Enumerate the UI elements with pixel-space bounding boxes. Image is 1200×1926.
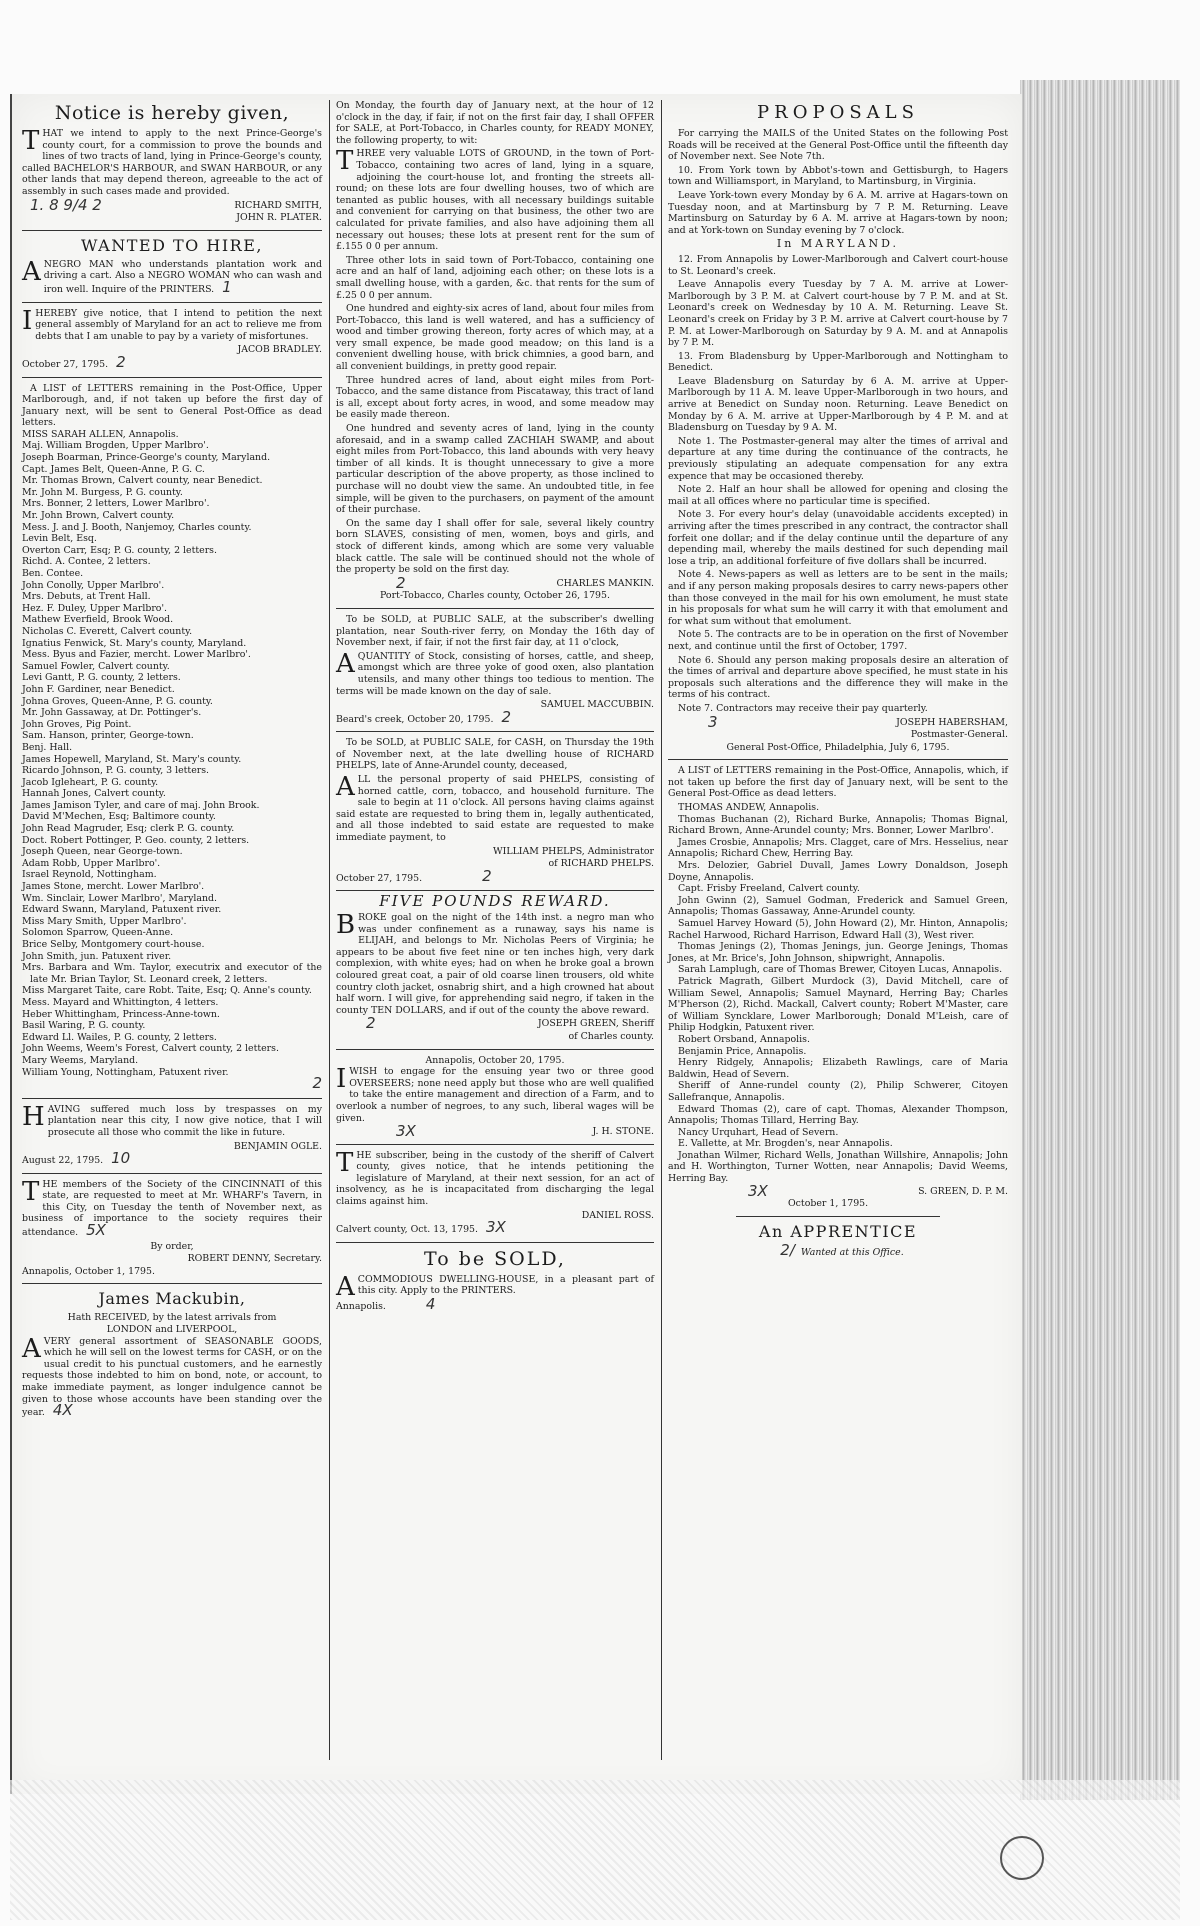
letter-entry: Ben. Contee.: [22, 568, 84, 579]
letter-entry: Israel Reynold, Nottingham.: [22, 869, 157, 881]
letter-entry: Maj. William Brogden, Upper Marlbro'.: [22, 440, 209, 452]
divider: [668, 759, 1008, 760]
ad-paragraph: Three other lots in said town of Port-Tobacco, containing one acre and an half of land, adjoining each other; on these lots is a small dwelling house, with a garden, &c. that rents for the sum of £.25 0 0 per annum.: [336, 254, 654, 301]
ad-mankin-sale: [336, 100, 654, 602]
letter-entry: John Weems, Weem's Forest, Calvert county, 2 letters.: [22, 1043, 279, 1055]
ad-heading: To be SOLD,: [424, 1247, 566, 1270]
letter-entry: John Conolly, Upper Marlbro'.: [22, 579, 165, 591]
note-3: Note 3. For every hour's delay (unavoidable accidents excepted) in arriving after the times prescribed in any contract, the contractor shall forfeit one dollar; and if the delay continue until the departure of any depending mail, whereby the mails destined for such depending mail lose a trip, an additional forfeiture of five dollars shall be incurred.: [668, 509, 1008, 567]
ad-date: October 1, 1795.: [788, 1198, 869, 1210]
route-12-schedule: Leave Annapolis every Tuesday by 7 A. M. arrive at Lower-Marlborough by 3 P. M. at Calvert court-house by 7 P. M. and at St. Leonard's creek on Wednesday by 10 A. M. Returning. Leave St. Leonard's creek on Friday by 3 P. M. arrive at Calvert court-house by 7 P. M. at Lower-Marlborough on Saturday by 9 A. M. and at Annapolis by 7 P. M.: [668, 279, 1008, 349]
ad-letters-upper-marlborough: [22, 383, 322, 1092]
handwritten-mark: 1. 8 9/4 2: [30, 195, 102, 214]
letter-entry: Wm. Sinclair, Lower Marlbro', Maryland.: [22, 892, 218, 904]
handwritten-mark: 3X: [485, 1218, 506, 1237]
letter-entry: Edward Thomas (2), care of capt. Thomas, Alexander Thompson, Annapolis; Thomas Tillard, Herring Bay.: [668, 1103, 1008, 1127]
handwritten-mark: 1: [222, 277, 232, 296]
divider: [336, 608, 654, 609]
drop-cap: T: [336, 1147, 354, 1178]
letter-entry: Mrs. Delozier, Gabriel Duvall, James Lowry Donaldson, Joseph Doyne, Annapolis.: [668, 860, 1008, 883]
handwritten-mark: 3: [708, 712, 718, 731]
ad-intro: To be SOLD, at PUBLIC SALE, at the subscriber's dwelling plantation, near South-river ferry, on Monday the 16th day of November next, if fair, if not the first fair day, at 11 o'clock,: [336, 613, 654, 649]
letter-entry: Sam. Hanson, printer, George-town.: [22, 730, 194, 742]
ad-signature: WILLIAM PHELPS, Administrator: [493, 845, 654, 857]
handwritten-mark: 2: [501, 707, 511, 726]
route-10-schedule: Leave York-town every Monday by 6 A. M. arrive at Hagars-town on Tuesday noon, and at Martinsburg by 7 P. M. Returning. Leave Martinsburg on Saturday by 6 A. M. arrive at Hagars-town by noon; and at York-town on Sunday evening by 7 o'clock.: [668, 189, 1008, 236]
ad-five-pounds-reward: [336, 892, 654, 1042]
divider: [336, 1049, 654, 1050]
column-right: [668, 100, 1008, 1264]
letter-entry: James Stone, mercht. Lower Marlbro'.: [22, 881, 205, 893]
handwritten-mark: 5X: [86, 1221, 106, 1240]
ad-signature: DANIEL ROSS.: [581, 1209, 654, 1221]
handwritten-mark: 2/: [780, 1240, 795, 1259]
letter-entry: Patrick Magrath, Gilbert Murdock (3), David Mitchell, care of William Sewel, Annapolis; Samuel Maynard, Herring Bay; Charles M'Pherson (2), Richd. Mackall, Calvert county; Robert M'Master, care of William Syncklare, Lower Marlborough; Donald M'Leish, care of Philip Hodgkin, Patuxent river.: [668, 975, 1008, 1034]
letter-entry: Johna Groves, Queen-Anne, P. G. county.: [22, 695, 213, 707]
divider: [22, 1283, 322, 1284]
letter-entry: E. Vallette, at Mr. Brogden's, near Annapolis.: [678, 1138, 893, 1150]
ad-intro: A LIST of LETTERS remaining in the Post-Office, Annapolis, which, if not taken up before the first day of January next, will be sent to the General Post-Office as dead letters.: [668, 765, 1008, 800]
letter-entry: David M'Mechen, Esq; Baltimore county.: [22, 811, 216, 823]
ad-heading: WANTED TO HIRE,: [81, 235, 263, 255]
letter-entry: Nancy Urquhart, Head of Severn.: [678, 1126, 839, 1138]
letter-entry: Basil Waring, P. G. county.: [22, 1020, 146, 1032]
route-10: 10. From York town by Abbot's-town and Gettisburgh, to Hagers town and Williamsport, in Maryland, to Martinsburg, in Virginia.: [668, 164, 1008, 188]
letter-entry: Samuel Fowler, Calvert county.: [22, 660, 170, 672]
letter-entry: Thomas Jenings (2), Thomas Jenings, jun. George Jenings, Thomas Jones, at Mr. Brice's, John Johnson, shipwright, Annapolis.: [668, 941, 1008, 964]
ad-date: Beard's creek, October 20, 1795.: [336, 713, 494, 725]
ad-date: Annapolis.: [336, 1301, 386, 1313]
ad-paragraph: One hundred and seventy acres of land, lying in the county aforesaid, and in a swamp called ZACHIAH SWAMP, and about eight miles from Port-Tobacco, this land abounds with very heavy timber of all kinds. It is thought unnecessary to give a more particular description of the above property, as those inclined to purchase will no doubt view the same. An undoubted title, in fee simple, will be given to the purchasers, on payment of the amount of their purchase.: [336, 423, 654, 516]
ad-signature: BENJAMIN OGLE.: [233, 1140, 322, 1152]
divider: [22, 377, 322, 378]
drop-cap: A: [22, 256, 41, 287]
note-6: Note 6. Should any person making proposals desire an alteration of the times of arrival and departure above specified, he must state in his proposals such alterations and the difference they will make in the terms of his contract.: [668, 654, 1008, 701]
ad-signature: ROBERT DENNY, Secretary.: [187, 1253, 322, 1265]
drop-cap: H: [22, 1101, 45, 1132]
drop-cap: A: [336, 1271, 355, 1302]
letter-entry: Capt. James Belt, Queen-Anne, P. G. C.: [22, 463, 205, 475]
letters-list: [668, 802, 1008, 1185]
ad-signature-2: Postmaster-General.: [910, 729, 1008, 741]
handwritten-mark: 3X: [748, 1181, 768, 1200]
ad-stone-overseers: [336, 1054, 654, 1141]
ad-date: October 27, 1795.: [336, 872, 423, 884]
letter-entry: John F. Gardiner, near Benedict.: [22, 683, 175, 695]
ad-signature: S. GREEN, D. P. M.: [918, 1185, 1008, 1197]
ad-body: HAT we intend to apply to the next Prince-George's county court, for a commission to prove the bounds and lines of two tracts of land, lying in Prince-George's county, called BACHELOR'S HARBOUR, and SWAN HARBOUR, or any other lands that may depend thereon, agreeable to the act of assembly in such cases made and provided.: [22, 128, 322, 197]
ad-dwelling-house: [336, 1248, 654, 1313]
ad-ross-insolvency: [336, 1147, 654, 1237]
ad-date: General Post-Office, Philadelphia, July 6, 1795.: [726, 741, 950, 753]
letter-entry: Mathew Everfield, Brook Wood.: [22, 614, 174, 626]
ad-body: ROKE goal on the night of the 14th inst. a negro man who was under confinement as a runaway, says his name is ELIJAH, and belongs to Mr. Nicholas Peers of Virginia; he appears to be about five feet nine or ten inches high, very dark complexion, with white eyes; had on when he broke goal a brown coloured great coat, a pair of old coarse linen trousers, old white country cloth jacket, osnabrig shirt, and a high crowned hat about half worn. I will give, for apprehending said negro, if taken in the county TEN DOLLARS, and if out of the county the above reward.: [336, 912, 654, 1016]
ad-heading: Notice is hereby given,: [54, 102, 290, 124]
ad-signature-2: of Charles county.: [568, 1030, 654, 1042]
letter-entry: Mary Weems, Maryland.: [22, 1054, 139, 1066]
ad-intro: A LIST of LETTERS remaining in the Post-Office, Upper Marlborough, and, if not taken up before the first day of January next, will be sent to General Post-Office as dead letters.: [22, 382, 322, 429]
divider: [22, 1098, 322, 1099]
ad-signature-2: JOHN R. PLATER.: [236, 212, 322, 224]
letter-entry: Levin Belt, Esq.: [22, 533, 97, 545]
note-1: Note 1. The Postmaster-general may alter the times of arrival and departure at any time during the continuance of the contracts, he previously stipulating an adequate compensation for any extra expence that may be occasioned thereby.: [668, 435, 1008, 482]
letter-entry: Benjamin Price, Annapolis.: [678, 1045, 807, 1057]
binding-gutter: [1020, 80, 1180, 1800]
letter-entry: Richd. A. Contee, 2 letters.: [22, 556, 151, 568]
route-13-schedule: Leave Bladensburg on Saturday by 6 A. M. arrive at Upper-Marlborough by 11 A. M. leave Upper-Marlborough in two hours, and arrive at Benedict on Sunday noon. Returning. Leave Benedict on Monday by 6 A. M. arrive at Upper-Marlborough by 4 P. M. and at Bladensburg on Tuesday by 9 A. M.: [668, 375, 1008, 434]
ad-body: NEGRO MAN who understands plantation work and driving a cart. Also a NEGRO WOMAN who can wash and iron well. Inquire of the PRINTERS.: [43, 258, 322, 295]
letter-entry: MISS SARAH ALLEN, Annapolis.: [22, 428, 179, 440]
ad-subline-2: LONDON and LIVERPOOL,: [106, 1324, 238, 1336]
handwritten-mark: 2: [396, 573, 406, 592]
handwritten-mark: 3X: [396, 1122, 416, 1141]
column-rule-2: [661, 100, 662, 1760]
drop-cap: T: [336, 146, 354, 177]
ad-letters-annapolis: [668, 765, 1008, 1210]
letter-entry: Benj. Hall.: [22, 741, 73, 753]
ad-body: WISH to engage for the ensuing year two or three good OVERSEERS; none need apply but those who are well qualified to take the entire management and direction of a Farm, and to overlook a number of negroes, to any such, liberal wages will be given.: [336, 1066, 654, 1124]
divider: [22, 230, 322, 231]
ad-apprentice: [668, 1222, 1008, 1259]
ad-wanted-to-hire: [22, 236, 322, 296]
letter-entry: Brice Selby, Montgomery court-house.: [22, 939, 205, 950]
ad-mackubin: [22, 1289, 322, 1418]
drop-cap: A: [336, 648, 355, 679]
letter-entry: Mrs. Barbara and Wm. Taylor, executrix and executor of the late Mr. Brian Taylor, St. Leonard creek, 2 letters.: [22, 962, 322, 985]
letter-entry: Sarah Lamplugh, care of Thomas Brewer, Citoyen Lucas, Annapolis.: [678, 964, 1003, 976]
divider: [336, 890, 654, 891]
letters-list: [22, 429, 322, 1078]
letter-entry: Mrs. Bonner, 2 letters, Lower Marlbro'.: [22, 498, 210, 510]
letter-entry: James Crosbie, Annapolis; Mrs. Clagget, care of Mrs. Hesselius, near Annapolis; Richard Chew, Herring Bay.: [668, 836, 1008, 860]
column-middle: [336, 100, 654, 1319]
ad-date: Annapolis, October 20, 1795.: [425, 1054, 565, 1066]
letter-entry: Jacob Igleheart, P. G. county.: [22, 776, 159, 788]
letter-entry: Hez. F. Duley, Upper Marlbro'.: [22, 602, 168, 614]
letter-entry: Sheriff of Anne-rundel county (2), Philip Schwerer, Citoyen Sallefranque, Annapolis.: [668, 1080, 1008, 1103]
handwritten-mark: 10: [111, 1149, 131, 1168]
ad-intro: For carrying the MAILS of the United States on the following Post Roads will be received at the General Post-Office until the fifteenth day of November next. See Note 7th.: [668, 128, 1008, 163]
ad-body: Wanted at this Office.: [800, 1246, 904, 1258]
letter-entry: Ignatius Fenwick, St. Mary's county, Maryland.: [22, 637, 247, 649]
drop-cap: I: [336, 1064, 347, 1095]
letter-entry: Mrs. Debuts, at Trent Hall.: [22, 591, 151, 603]
letter-entry: Joseph Queen, near George-town.: [22, 846, 183, 858]
ad-heading: An APPRENTICE: [758, 1221, 918, 1241]
ad-intro: To be SOLD, at PUBLIC SALE, for CASH, on Thursday the 19th of November next, at the late dwelling house of RICHARD PHELPS, late of Anne-Arundel county, deceased,: [336, 737, 654, 772]
column-rule-1: [329, 100, 330, 1760]
letter-entry: James Hopewell, Maryland, St. Mary's county.: [22, 753, 242, 765]
letter-entry: Mr. John Brown, Calvert county.: [22, 510, 175, 522]
letter-entry: Edward Swann, Maryland, Patuxent river.: [22, 904, 222, 916]
ad-subline: Hath RECEIVED, by the latest arrivals from: [67, 1312, 277, 1324]
letter-entry: Overton Carr, Esq; P. G. county, 2 letters.: [22, 544, 217, 556]
letter-entry: Hannah Jones, Calvert county.: [22, 788, 166, 800]
ad-signature: JOSEPH HABERSHAM,: [896, 716, 1008, 728]
letter-entry: John Gwinn (2), Samuel Godman, Frederick and Samuel Green, Annapolis; Thomas Gassaway, Anne-Arundel county.: [668, 894, 1008, 918]
letter-entry: Joseph Boarman, Prince-George's county, Maryland.: [22, 452, 271, 464]
letter-entry: Adam Robb, Upper Marlbro'.: [22, 857, 161, 869]
letter-entry: Mess. J. and J. Booth, Nanjemoy, Charles county.: [22, 521, 252, 533]
drop-cap: T: [22, 1176, 40, 1207]
ad-body: LL the personal property of said PHELPS, consisting of horned cattle, corn, tobacco, and household furniture. The sale to begin at 11 o'clock. All persons having claims against said estate are requested to bring them in, legally authenticated, and all those indebted to said estate are requested to make immediate payment, to: [336, 774, 654, 844]
ad-cincinnati: [22, 1176, 322, 1278]
page-corner-mark: [1000, 1836, 1044, 1880]
ad-paragraph: Three hundred acres of land, about eight miles from Port-Tobacco, and the same distance from Piscataway, this tract of land is all, except about forty acres, in wood, and some meadow may be easily made thereon.: [336, 374, 654, 421]
drop-cap: A: [336, 772, 355, 803]
ad-body: HE members of the Society of the CINCINNATI of this state, are requested to meet at Mr. WHARF's Tavern, in this City, on Tuesday the tenth of November next, as business of importance to the society requires their attendance.: [22, 1178, 322, 1239]
divider: [736, 1216, 940, 1217]
route-13: 13. From Bladensburg by Upper-Marlborough and Nottingham to Benedict.: [668, 350, 1008, 374]
ad-body: VERY general assortment of SEASONABLE GOODS, which he will sell on the lowest terms for CASH, or on the usual credit to his punctual customers, and he earnestly requests those indebted to him on bond, note, or account, to make immediate payment, as longer indulgence cannot be given to those whose accounts have been standing over the year.: [22, 1335, 322, 1419]
ad-body: HE subscriber, being in the custody of the sheriff of Calvert county, gives notice, that he intends petitioning the legislature of Maryland, at their next session, for an act of insolvency, as he is incapacitated from discharging the legal claims against him.: [336, 1149, 654, 1208]
ad-heading: PROPOSALS: [757, 102, 919, 123]
divider: [336, 1144, 654, 1145]
ad-body: HREE very valuable LOTS of GROUND, in the town of Port-Tobacco, containing two acres of land, lying in a square, adjoining the court-house lot, and fronting the streets all-round; on these lots are four dwelling houses, two of which are tenanted as public houses, with all necessary buildings suitable and convenient for carrying on that business, the other two are calculated for private families, and also have adjoining them all necessary out houses; these lots at present rent for the sum of £.155 0 0 per annum.: [336, 148, 654, 253]
ad-signature-2: of RICHARD PHELPS.: [548, 858, 654, 870]
ad-paragraph: One hundred and eighty-six acres of land, about four miles from Port-Tobacco, this land is well watered, and has a sufficiency of wood and timber growing thereon, forty acres of which may, at a very small expence, be made good meadow; on this land is a convenient dwelling house, with brick chimnies, a good barn, and all convenient buildings, in pretty good repair.: [336, 303, 654, 373]
letter-entry: Mr. Thomas Brown, Calvert county, near Benedict.: [22, 475, 263, 487]
drop-cap: T: [22, 126, 40, 156]
letter-entry: Miss Margaret Taite, care Robt. Taite, Esq; Q. Anne's county.: [22, 985, 312, 997]
ad-body: AVING suffered much loss by trespasses on my plantation near this city, I now give notice, that I will prosecute all those who commit the like in future.: [47, 1103, 322, 1138]
letter-entry: Capt. Frisby Freeland, Calvert county.: [678, 883, 860, 895]
divider: [22, 302, 322, 303]
handwritten-mark: 2: [312, 1074, 322, 1093]
letter-entry: THOMAS ANDEW, Annapolis.: [678, 802, 820, 814]
ad-intro: On Monday, the fourth day of January next, at the hour of 12 o'clock in the day, if fair, if not on the first fair day, I shall OFFER for SALE, at Port-Tobacco, in Charles county, for READY MONEY, the following property, to wit:: [336, 100, 654, 146]
handwritten-mark: 4: [425, 1295, 436, 1314]
section-heading-maryland: In MARYLAND.: [776, 237, 900, 251]
letter-entry: Heber Whittingham, Princess-Anne-town.: [22, 1008, 220, 1020]
letter-entry: Edward Ll. Wailes, P. G. county, 2 letters.: [22, 1031, 217, 1043]
letter-entry: James Jamison Tyler, and care of maj. John Brook.: [22, 799, 260, 811]
ad-paragraph: On the same day I shall offer for sale, several likely country born SLAVES, consisting of men, women, boys and girls, and stock of different kinds, among which are some very valuable black cattle. The sale will be continued should not the whole of the property be sold on the first day.: [336, 517, 654, 576]
letter-entry: Solomon Sparrow, Queen-Anne.: [22, 927, 174, 939]
letter-entry: Miss Mary Smith, Upper Marlbro'.: [22, 915, 187, 927]
letter-entry: Mess. Mayard and Whittington, 4 letters.: [22, 996, 219, 1008]
letter-entry: Mess. Byus and Fazier, mercht. Lower Marlbro'.: [22, 649, 251, 661]
ad-signature: SAMUEL MACCUBBIN.: [540, 699, 654, 711]
letter-entry: Robert Orsband, Annapolis.: [678, 1033, 810, 1045]
ad-notice-given: [22, 102, 322, 224]
note-5: Note 5. The contracts are to be in operation on the first of November next, and continue until the first of October, 1797.: [668, 629, 1008, 652]
ad-date: October 27, 1795.: [22, 358, 109, 370]
ad-body: COMMODIOUS DWELLING-HOUSE, in a pleasant part of this city. Apply to the PRINTERS.: [357, 1273, 654, 1297]
handwritten-mark: 2: [482, 866, 492, 885]
note-4: Note 4. News-papers as well as letters are to be sent in the mails; and if any person making proposals desires to carry news-papers other than those conveyed in the mail for his own emolument, he must state in his proposals for what sum he will carry it with that emolument and for what sum without that emolument.: [668, 569, 1008, 627]
ad-body: HEREBY give notice, that I intend to petition the next general assembly of Maryland for an act to relieve me from debts that I am unable to pay by a variety of misfortunes.: [35, 307, 322, 342]
letter-entry: John Groves, Pig Point.: [22, 718, 132, 730]
ad-maccubbin-sale: [336, 614, 654, 725]
note-2: Note 2. Half an hour shall be allowed for opening and closing the mail at all offices where no particular time is specified.: [668, 484, 1008, 507]
ad-mail-proposals: [668, 102, 1008, 753]
ad-bradley-petition: [22, 305, 322, 371]
ad-date: Port-Tobacco, Charles county, October 26, 1795.: [380, 590, 610, 602]
ad-body: QUANTITY of Stock, consisting of horses, cattle, and sheep, amongst which are three yoke of good oxen, also plantation utensils, and many other things too tedious to mention. The terms will be made known on the day of sale.: [336, 650, 654, 697]
drop-cap: A: [22, 1333, 41, 1364]
ad-date: Annapolis, October 1, 1795.: [22, 1265, 155, 1277]
divider: [336, 1242, 654, 1243]
ad-ogle-trespass: [22, 1101, 322, 1168]
letter-entry: Jonathan Wilmer, Richard Wells, Jonathan Willshire, Annapolis; John and H. Worthington, Turner Wotten, near Annapolis; David Weems, Herring Bay.: [668, 1149, 1008, 1185]
letter-entry: Mr. John Gassaway, at Dr. Pottinger's.: [22, 707, 202, 719]
ad-signature: RICHARD SMITH,: [234, 199, 322, 211]
handwritten-mark: 2: [366, 1014, 376, 1033]
drop-cap: I: [22, 305, 33, 336]
ad-by-order: By order,: [150, 1240, 194, 1252]
ad-heading: FIVE POUNDS REWARD.: [379, 892, 611, 911]
letter-entry: Mr. John M. Burgess, P. G. county.: [22, 486, 183, 498]
route-12: 12. From Annapolis by Lower-Marlborough and Calvert court-house to St. Leonard's creek.: [668, 253, 1008, 277]
ad-date: Calvert county, Oct. 13, 1795.: [336, 1224, 478, 1236]
letter-entry: Doct. Robert Pottinger, P. Geo. county, 2 letters.: [22, 834, 250, 846]
divider: [22, 1173, 322, 1174]
letter-entry: Thomas Buchanan (2), Richard Burke, Annapolis; Thomas Bignal, Richard Brown, Anne-Arundel county; Mrs. Bonner, Lower Marlbro'.: [668, 813, 1008, 837]
note-7: Note 7. Contractors may receive their pay quarterly.: [678, 702, 928, 714]
letter-entry: Henry Ridgely, Annapolis; Elizabeth Rawlings, care of Maria Baldwin, Head of Severn.: [668, 1057, 1008, 1080]
letter-entry: Ricardo Johnson, P. G. county, 3 letters.: [22, 765, 210, 777]
ad-heading: James Mackubin,: [98, 1289, 246, 1309]
ad-phelps-sale: [336, 737, 654, 884]
letter-entry: Levi Gantt, P. G. county, 2 letters.: [22, 672, 181, 684]
ad-signature: JOSEPH GREEN, Sheriff: [537, 1018, 654, 1030]
letter-entry: John Smith, jun. Patuxent river.: [22, 950, 172, 962]
letter-entry: John Read Magruder, Esq; clerk P. G. county.: [22, 823, 235, 835]
ad-signature: J. H. STONE.: [592, 1126, 654, 1138]
handwritten-mark: 2: [116, 352, 126, 371]
divider: [336, 731, 654, 732]
letter-entry: Samuel Harvey Howard (5), John Howard (2), Mr. Hinton, Annapolis; Rachel Harwood, Richard Harrison, Edward Hall (3), West river.: [668, 918, 1008, 941]
ad-signature: JACOB BRADLEY.: [237, 344, 322, 356]
drop-cap: B: [336, 910, 356, 940]
letter-entry: William Young, Nottingham, Patuxent river.: [22, 1066, 229, 1078]
ad-date: August 22, 1795.: [22, 1155, 104, 1167]
ad-signature: CHARLES MANKIN.: [556, 577, 654, 589]
letter-entry: Nicholas C. Everett, Calvert county.: [22, 625, 193, 637]
handwritten-mark: 4X: [52, 1401, 73, 1420]
column-left: [22, 100, 322, 1425]
